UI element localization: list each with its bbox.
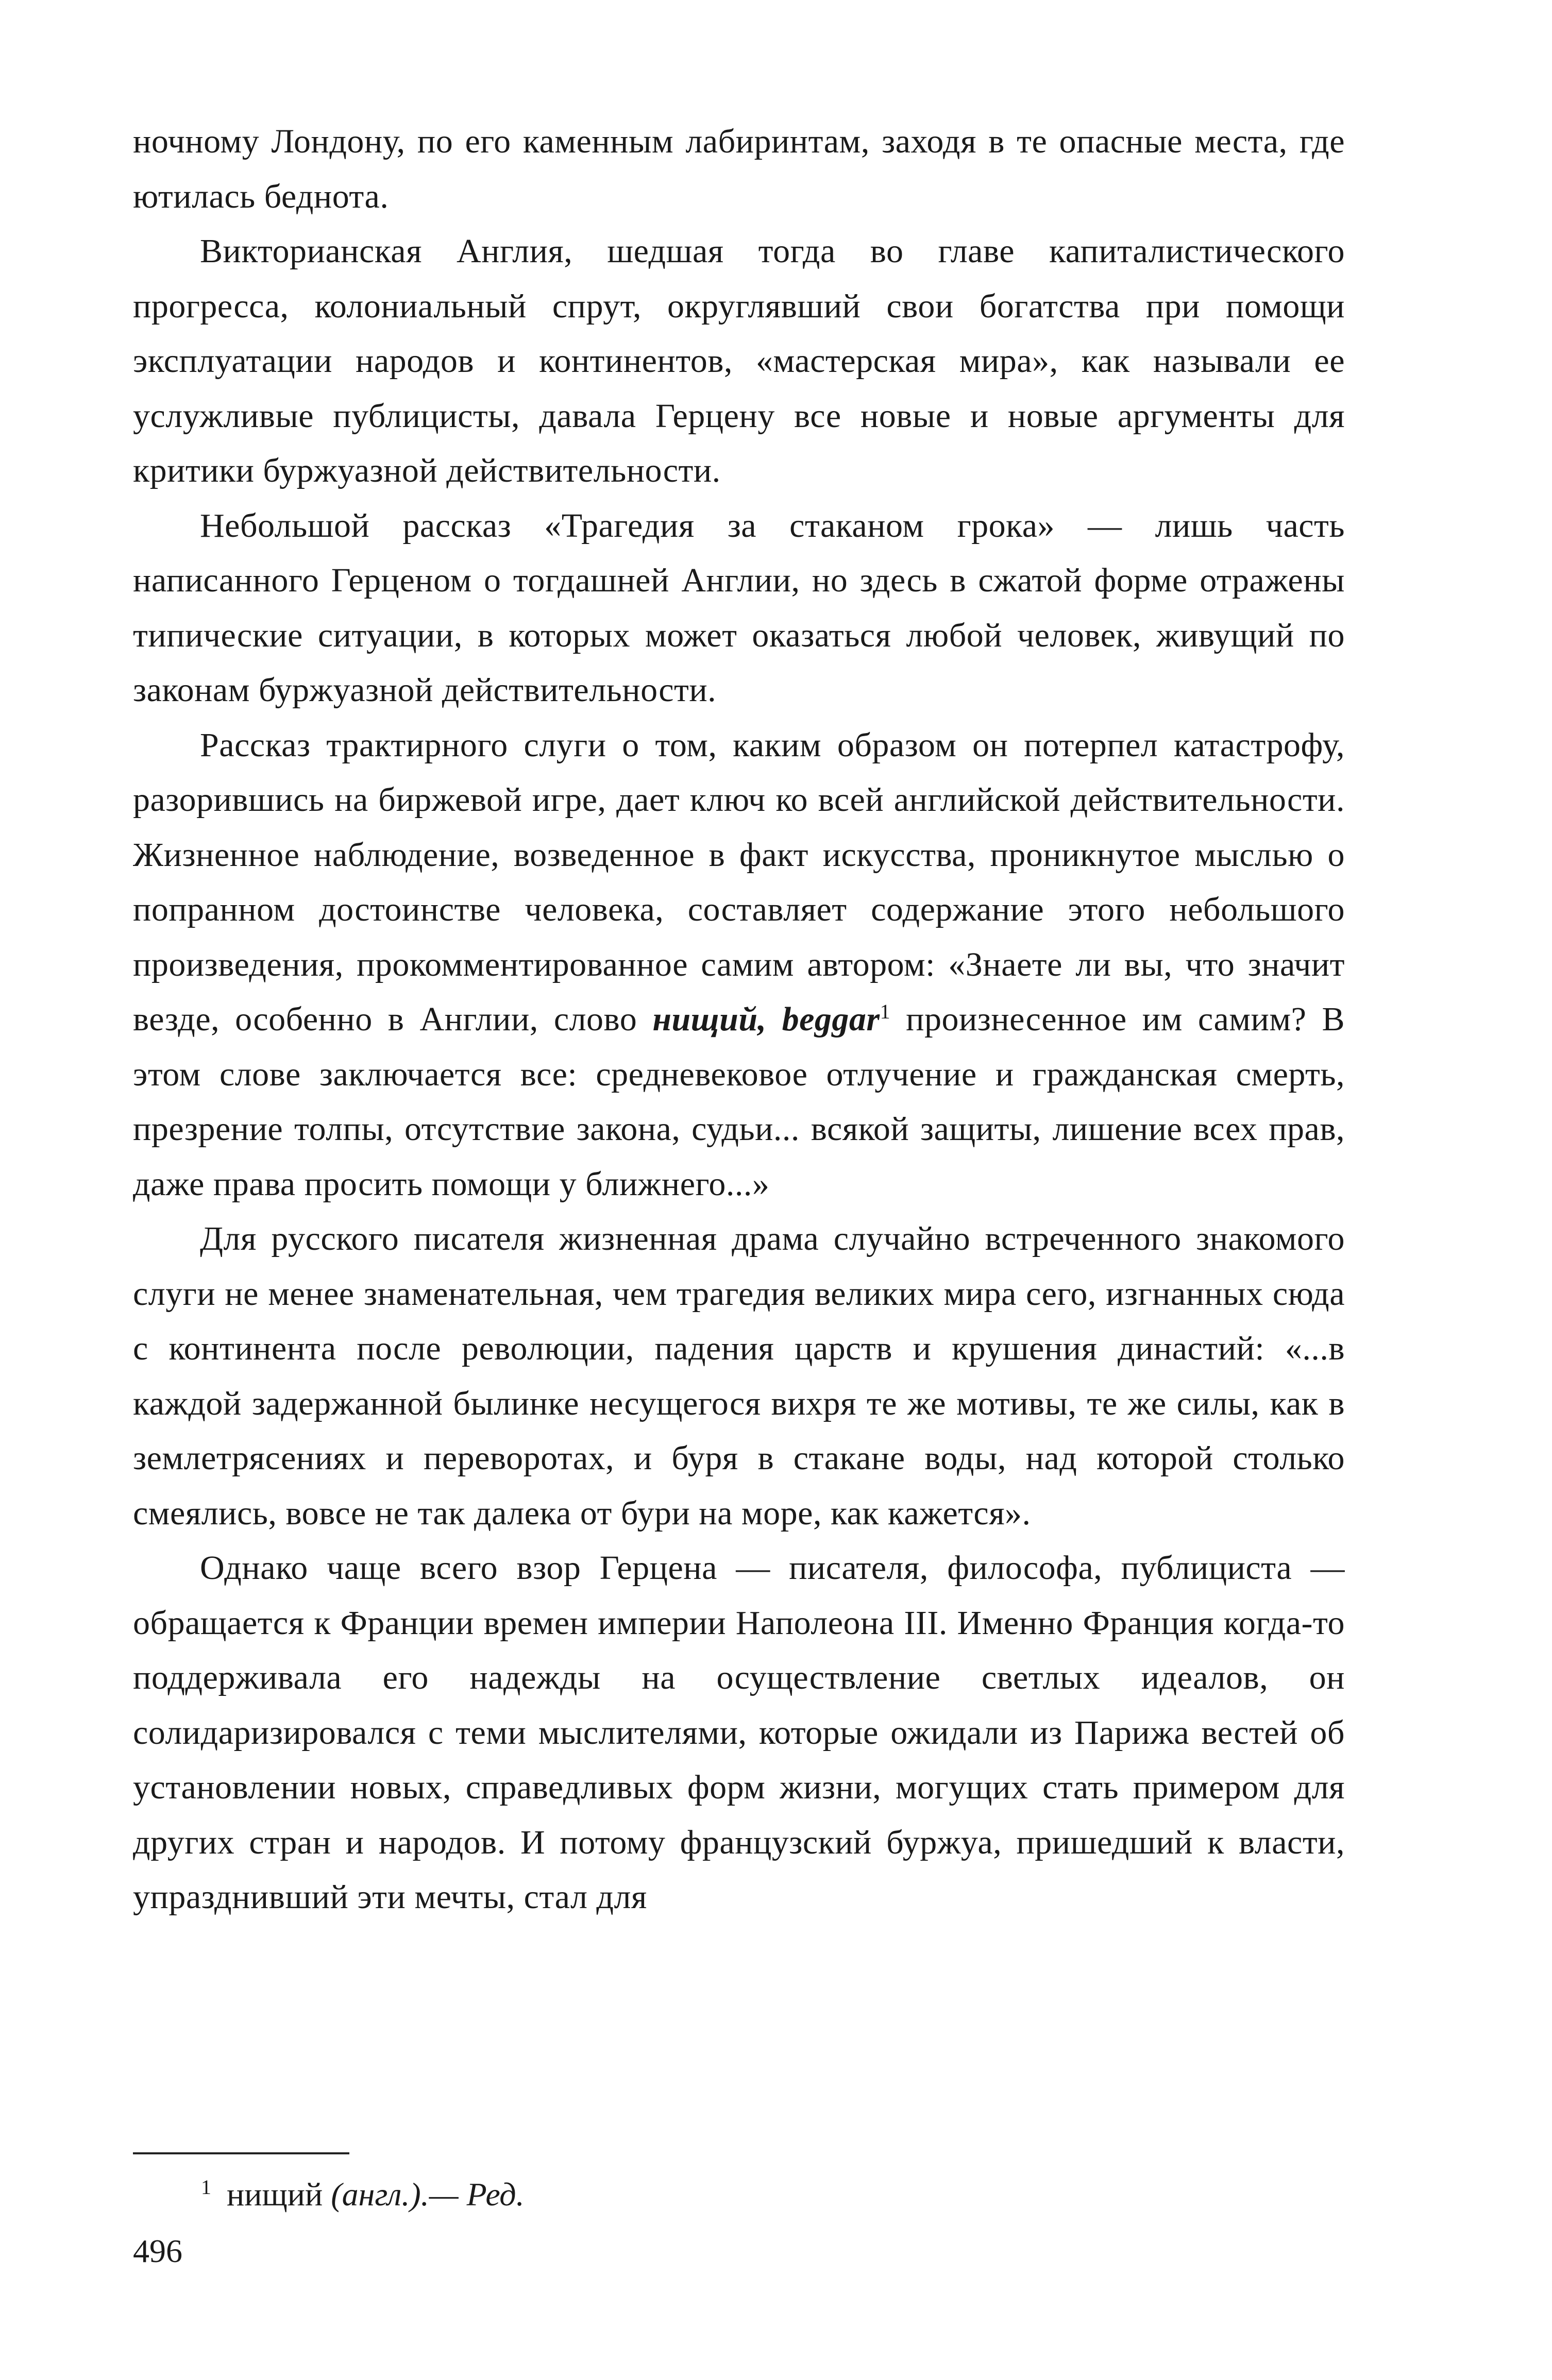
- footnote-italic: (англ.).— Ред.: [331, 2176, 525, 2213]
- paragraph-3: Небольшой рассказ «Трагедия за стаканом грока» — лишь часть написанного Герценом о тогдашней Англии, но здесь в сжатой форме отражены типические ситуации, в которых может оказаться любой человек, живущий по законам буржуазной действительности.: [133, 506, 1345, 709]
- paragraph-5: Для русского писателя жизненная драма случайно встреченного знакомого слуги не менее знаменательная, чем трагедия великих мира сего, изгнанных сюда с континента после революции, падения царств и крушения династий: «...в каждой задержанной былинке несущегося вихря те же мотивы, те же силы, как в землетрясениях и переворотах, и буря в стакане воды, над которой столько смеялись, вовсе не так далека от бури на море, как кажется».: [133, 1220, 1345, 1532]
- footnote-reference[interactable]: 1: [880, 1000, 891, 1023]
- footnote: [201, 2174, 525, 2215]
- paragraph-4-after: произнесенное им самим? В этом слове заключается все: средневековое отлучение и гражданская смерть, презрение толпы, отсутствие закона, судьи... всякой защиты, лишение всех прав, даже права просить помощи у ближнего...»: [133, 1000, 1345, 1203]
- footnote-mark: 1: [201, 2175, 211, 2199]
- paragraph-6: Однако чаще всего взор Герцена — писателя, философа, публициста — обращается к Франции времен империи Наполеона III. Именно Франция когда-то поддерживала его надежды на осуществление светлых идеалов, он солидаризировался с теми мыслителями, которые ожидали из Парижа вестей об установлении новых, справедливых форм жизни, могущих стать примером для других стран и народов. И потому французский буржуа, пришедший к власти, упразднивший эти мечты, стал для: [133, 1549, 1345, 1916]
- footnote-divider: [133, 2152, 349, 2154]
- paragraph-1: ночному Лондону, по его каменным лабиринтам, заходя в те опасные места, где ютилась беднота.: [133, 123, 1345, 215]
- emphasis-beggar: нищий, beggar: [652, 1000, 880, 1038]
- paragraph-4: [133, 718, 1345, 1212]
- body-text: [133, 114, 1345, 1925]
- paragraph-4-before: Рассказ трактирного слуги о том, каким образом он потерпел катастрофу, разорившись на биржевой игре, дает ключ ко всей английской действительности. Жизненное наблюдение, возведенное в факт искусства, проникнутое мыслью о попранном достоинстве человека, составляет содержание этого небольшого произведения, прокомментированное самим автором: «Знаете ли вы, что значит везде, особенно в Англии, слово: [133, 726, 1345, 1038]
- footnote-text: нищий: [227, 2176, 331, 2213]
- paragraph-2: Викторианская Англия, шедшая тогда во главе капиталистического прогресса, колониальный спрут, округлявший свои богатства при помощи эксплуатации народов и континентов, «мастерская мира», как называли ее услужливые публицисты, давала Герцену все новые и новые аргументы для критики буржуазной действительности.: [133, 232, 1345, 489]
- page-number: 496: [133, 2233, 182, 2269]
